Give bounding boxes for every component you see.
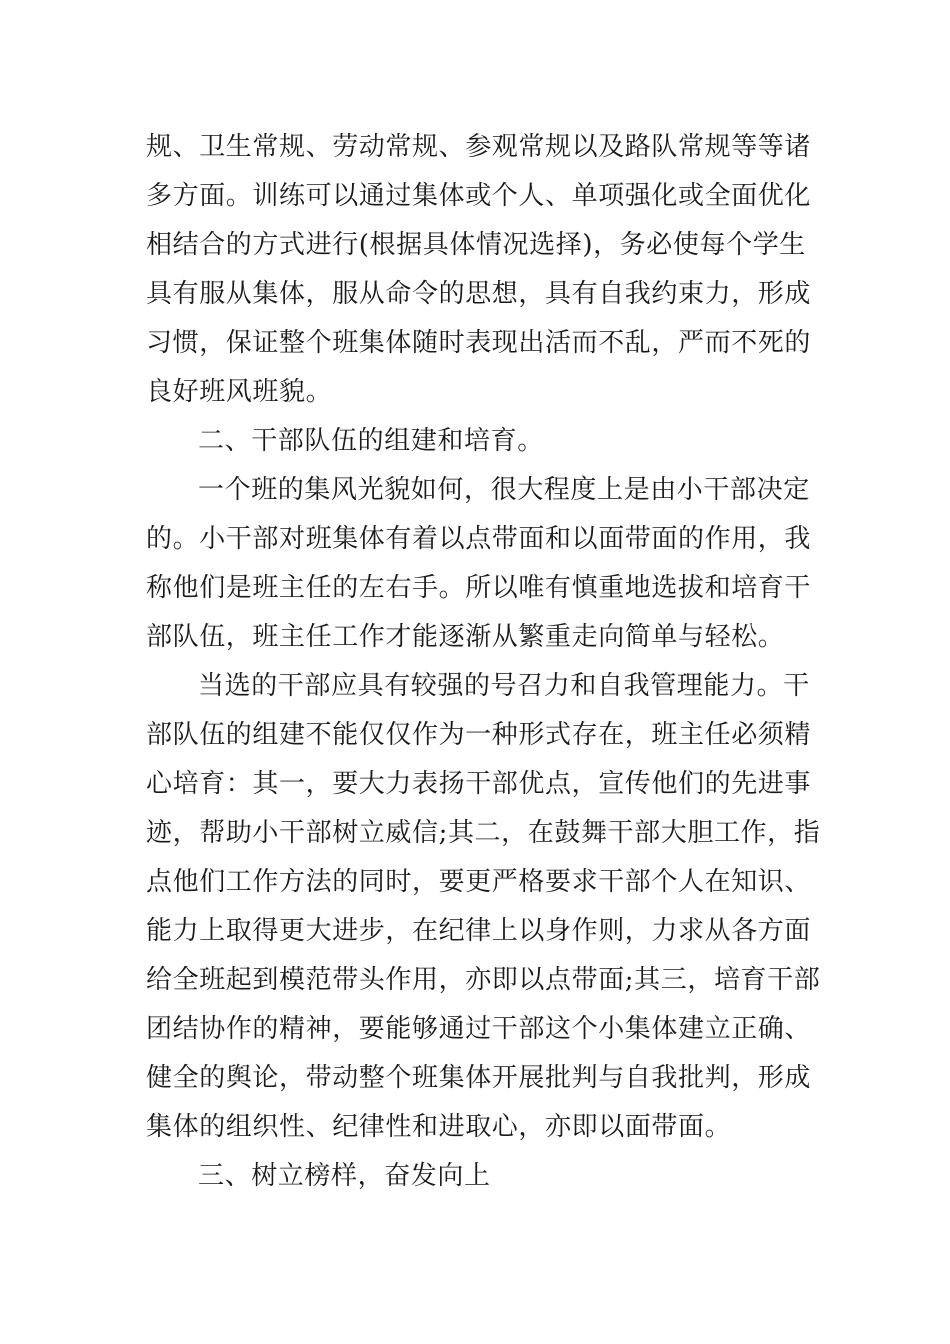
text-line: 当选的干部应具有较强的号召力和自我管理能力。干 — [198, 671, 810, 701]
text-line: 迹，帮助小干部树立威信;其二，在鼓舞干部大胆工作，指 — [146, 818, 821, 848]
section-heading-cadre-team — [146, 417, 808, 466]
text-line: 称他们是班主任的左右手。所以唯有慎重地选拔和培育干 — [146, 573, 812, 603]
text-line: 健全的舆论，带动整个班集体开展批判与自我批判，形成 — [146, 1063, 812, 1093]
document-body — [146, 123, 821, 1201]
text-line: 心培育：其一，要大力表扬干部优点，宣传他们的先进事 — [146, 769, 812, 799]
paragraph-conventions-training — [146, 123, 812, 417]
text-line: 的。小干部对班集体有着以点带面和以面带面的作用，我 — [146, 524, 812, 554]
text-line: 习惯，保证整个班集体随时表现出活而不乱，严而不死的 — [146, 328, 812, 358]
text-line: 具有服从集体，服从命令的思想，具有自我约束力，形成 — [146, 279, 812, 309]
heading-line: 二、干部队伍的组建和培育。 — [198, 426, 544, 456]
text-line: 一个班的集风光貌如何，很大程度上是由小干部决定 — [198, 475, 810, 505]
text-line: 规、卫生常规、劳动常规、参观常规以及路队常规等等诸 — [146, 132, 812, 162]
heading-line: 三、树立榜样，奋发向上 — [198, 1161, 491, 1191]
text-line: 团结协作的精神，要能够通过干部这个小集体建立正确、 — [146, 1014, 812, 1044]
text-line: 能力上取得更大进步，在纪律上以身作则，力求从各方面 — [146, 916, 812, 946]
text-line: 多方面。训练可以通过集体或个人、单项强化或全面优化 — [146, 181, 812, 211]
section-heading-role-models — [146, 1152, 808, 1201]
text-line: 集体的组织性、纪律性和进取心，亦即以面带面。 — [146, 1112, 732, 1142]
text-line: 良好班风班貌。 — [146, 377, 333, 407]
text-line: 给全班起到模范带头作用，亦即以点带面;其三，培育干部 — [146, 965, 821, 995]
paragraph-class-style — [146, 466, 812, 662]
text-line: 部队伍，班主任工作才能逐渐从繁重走向简单与轻松。 — [146, 622, 785, 652]
paragraph-cadre-cultivation — [146, 662, 821, 1152]
text-line: 部队伍的组建不能仅仅作为一种形式存在，班主任必须精 — [146, 720, 812, 750]
text-line: 相结合的方式进行(根据具体情况选择)，务必使每个学生 — [146, 230, 806, 260]
text-line: 点他们工作方法的同时，要更严格要求干部个人在知识、 — [146, 867, 812, 897]
